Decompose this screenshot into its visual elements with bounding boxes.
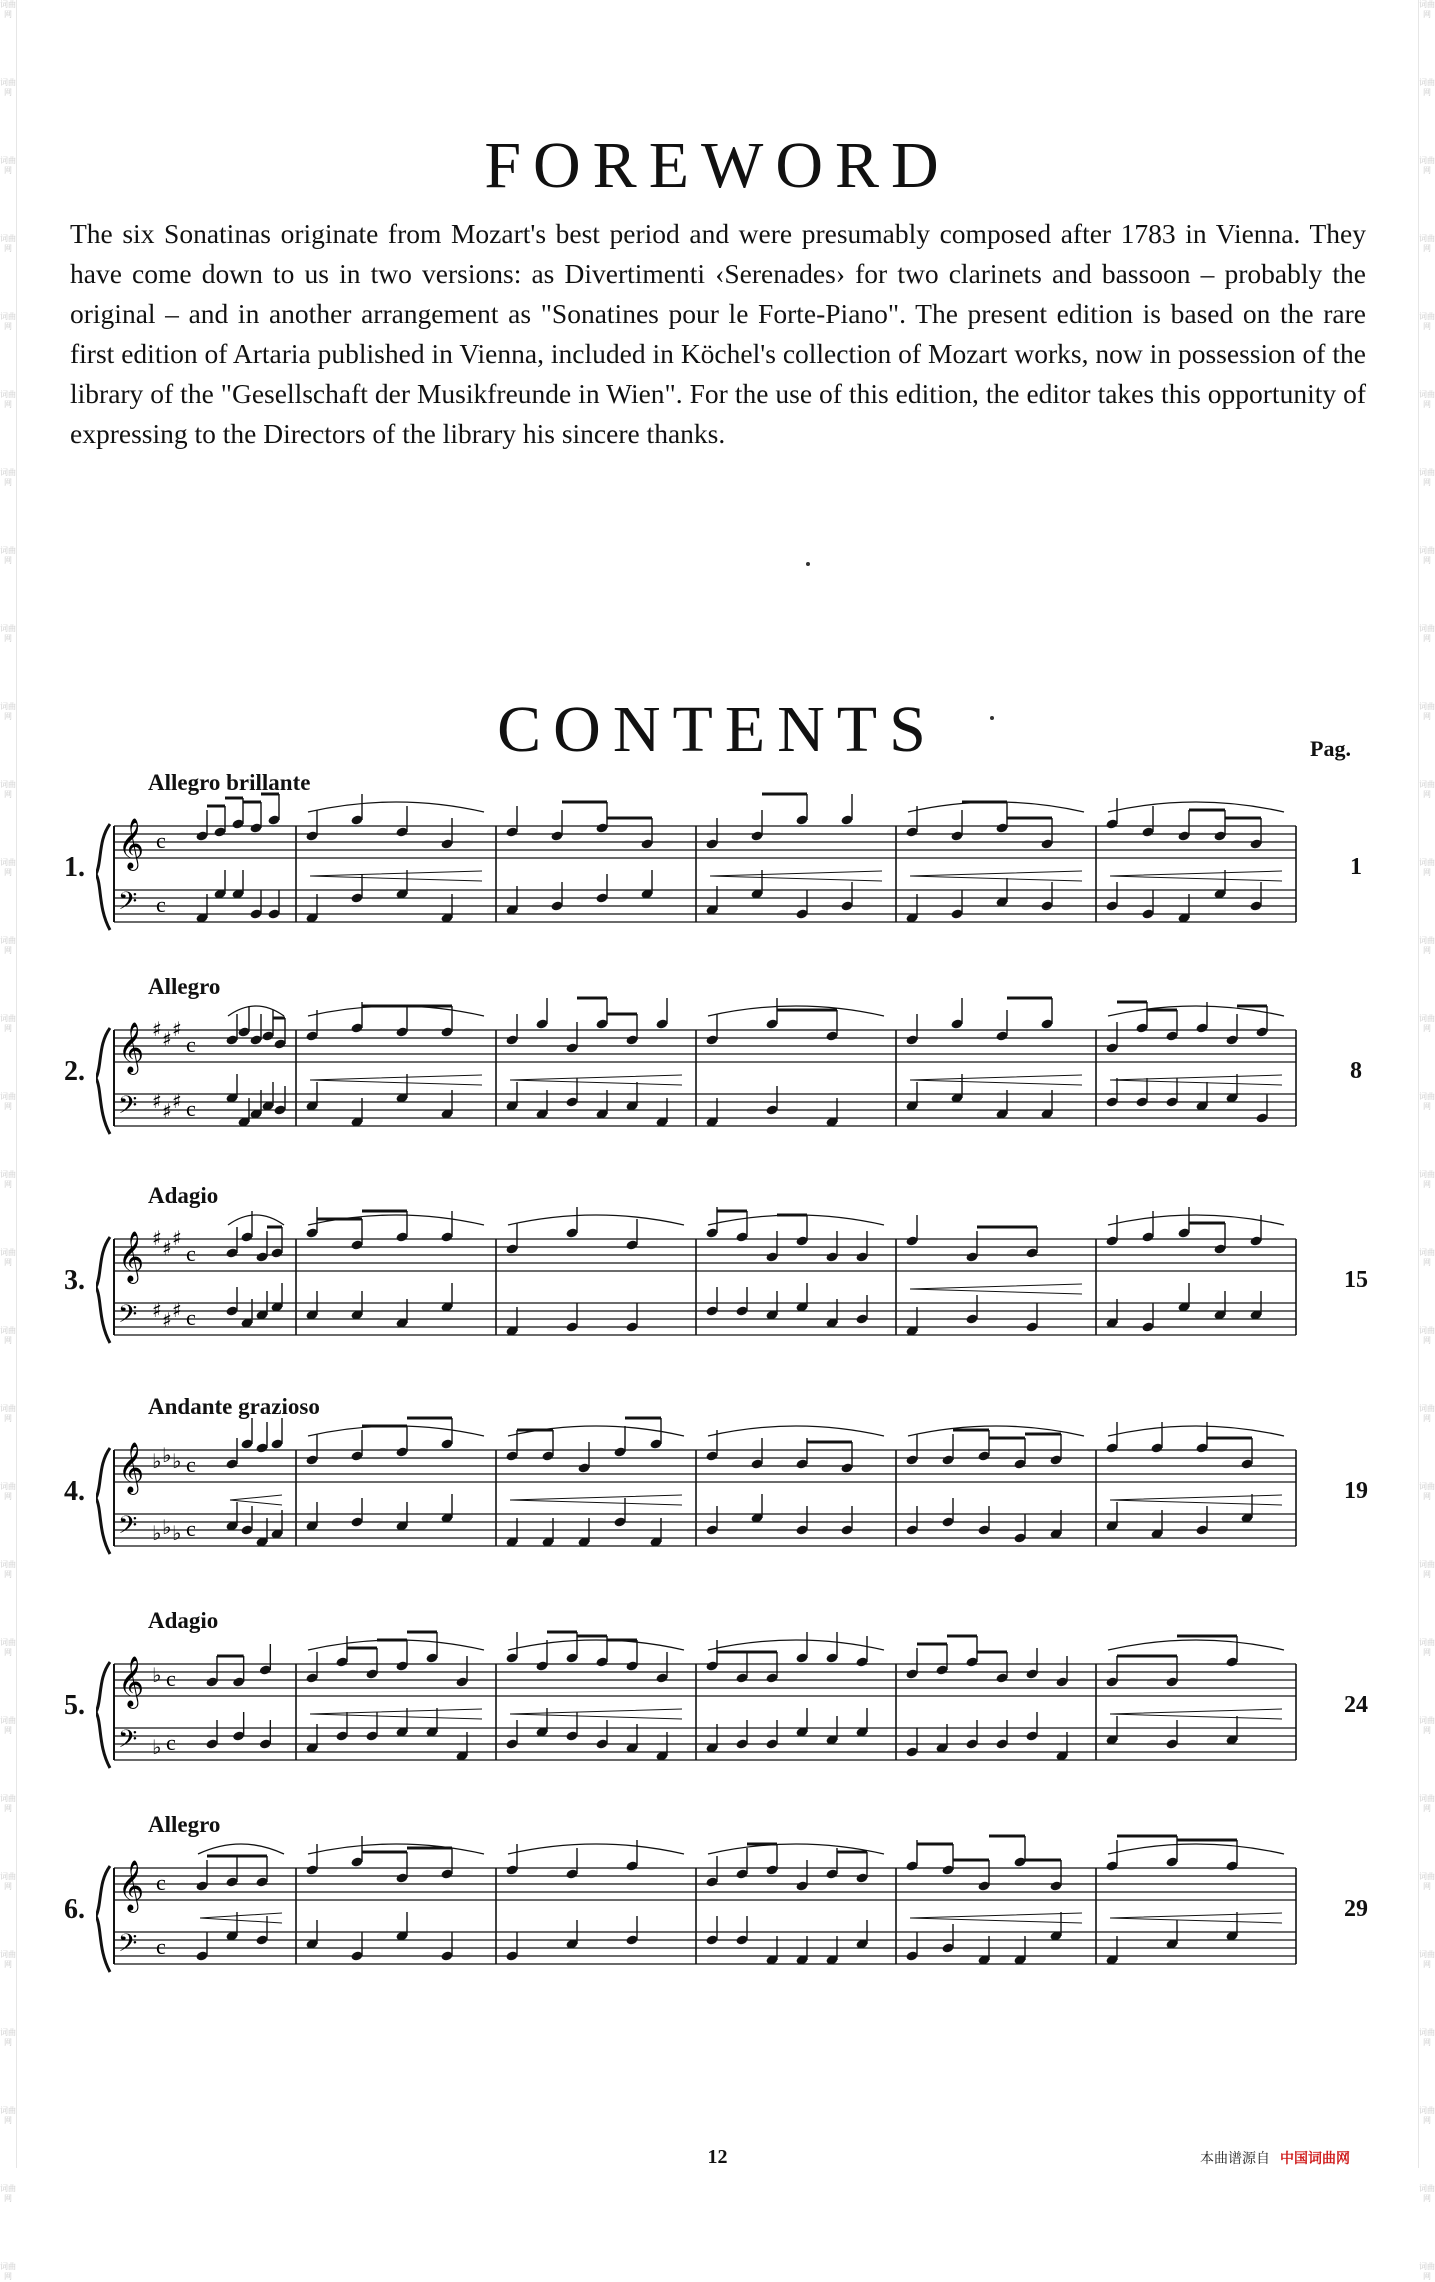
entry-number: 1.: [64, 852, 85, 883]
hairpin: [200, 1913, 282, 1923]
contents-entry: [0, 1812, 1435, 2012]
bass-clef: 𝄢: [118, 1091, 138, 1126]
key-signature-accidental: ♯: [152, 1089, 162, 1113]
key-signature-accidental: ♯: [172, 1089, 182, 1113]
slur: [508, 1844, 684, 1854]
hairpin: [910, 1284, 1082, 1294]
hairpin: [910, 871, 1082, 881]
foreword-paragraph: The six Sonatinas originate from Mozart's best period and were presumably composed after 1783 in Vienna. They have come down to us in two versions: as Divertimenti ‹Serenades› for two clarinets and bassoon – probably the original – and in another arrangement as "Sonatines pour le Forte-Piano". The present edition is based on the rare first edition of Artaria published in Vienna, included in Köchel's collection of Mozart works, now in possession of the library of the "Gesellschaft der Musikfreunde in Wien". For the use of this edition, the editor takes this opportunity of expressing to the Directors of the library his sincere thanks.: [70, 218, 1366, 449]
hairpin: [710, 871, 882, 881]
bass-clef: 𝄢: [118, 887, 138, 922]
hairpin: [510, 1075, 682, 1085]
key-signature-accidental: ♯: [172, 1298, 182, 1322]
bass-clef: 𝄢: [118, 1725, 138, 1760]
entry-tempo: Adagio: [148, 1608, 219, 1633]
hairpin: [1110, 871, 1282, 881]
treble-clef: 𝄞: [118, 1022, 145, 1073]
brace: [96, 824, 110, 930]
treble-clef: 𝄞: [118, 1231, 145, 1282]
entry-number: 2.: [64, 1056, 85, 1087]
foreword-title: FOREWORD: [484, 129, 951, 203]
page-column-label: Pag.: [1310, 736, 1351, 761]
hairpin: [310, 1075, 482, 1085]
key-signature-accidental: ♭: [152, 1735, 162, 1759]
entry-tempo: Allegro: [148, 974, 221, 999]
key-signature-accidental: ♯: [152, 1226, 162, 1250]
contents-entry: [0, 974, 1435, 1174]
slur: [508, 1426, 684, 1436]
entry-tempo: Andante grazioso: [148, 1394, 320, 1419]
key-signature-accidental: ♯: [152, 1017, 162, 1041]
music-incipit: [96, 790, 1310, 940]
entry-page: 29: [1344, 1896, 1368, 1922]
slur: [1108, 1640, 1284, 1650]
contents-title-period: [990, 716, 994, 720]
hairpin: [1110, 1495, 1282, 1505]
key-signature-accidental: ♯: [152, 1298, 162, 1322]
left-margin-strip: 词曲网 词曲网 词曲网 词曲网 词曲网 词曲网 词曲网 词曲网 词曲网 词曲网 词曲网 词曲网 词曲网 词曲网 词曲网 词曲网 词曲网 词曲网 词曲网 词曲网 词曲网 词曲网 词曲网 词曲网 词曲网 词曲网 词曲网 词曲网 词曲网 词曲网: [0, 0, 16, 2281]
contents-title: CONTENTS: [497, 693, 938, 767]
hairpin: [510, 1495, 682, 1505]
key-signature-accidental: ♭: [152, 1663, 162, 1687]
treble-clef: 𝄞: [118, 1860, 145, 1911]
key-signature-accidental: ♭: [162, 1443, 172, 1467]
hairpin: [510, 1709, 682, 1719]
key-signature-accidental: ♯: [172, 1226, 182, 1250]
time-signature: c: [166, 1666, 176, 1691]
brace: [96, 1866, 110, 1972]
treble-clef: 𝄞: [118, 1442, 145, 1493]
slur: [508, 1640, 684, 1650]
entry-tempo: Adagio: [148, 1183, 219, 1208]
hairpin: [1110, 1709, 1282, 1719]
contents-entry: [0, 1183, 1435, 1383]
entry-number: 4.: [64, 1476, 85, 1507]
key-signature-accidental: ♯: [162, 1308, 172, 1332]
entry-page: 19: [1344, 1478, 1368, 1504]
treble-clef: 𝄞: [118, 818, 145, 869]
music-incipit: [96, 1832, 1310, 1982]
hairpin: [1110, 1075, 1282, 1085]
ornament-dot: [806, 562, 810, 566]
time-signature: c: [186, 1305, 196, 1330]
contents-entry: [0, 1394, 1435, 1594]
slur: [508, 1215, 684, 1225]
bass-clef: 𝄢: [118, 1300, 138, 1335]
key-signature-accidental: ♯: [172, 1017, 182, 1041]
slur: [708, 1426, 884, 1436]
key-signature-accidental: ♯: [162, 1236, 172, 1260]
hairpin: [310, 1709, 482, 1719]
key-signature-accidental: ♭: [152, 1449, 162, 1473]
slur: [1108, 1844, 1284, 1854]
key-signature-accidental: ♭: [172, 1449, 182, 1473]
contents-entry: [0, 770, 1435, 970]
treble-clef: 𝄞: [118, 1656, 145, 1707]
brace: [96, 1237, 110, 1343]
watermark: [1200, 2148, 1350, 2168]
bass-clef: 𝄢: [118, 1929, 138, 1964]
time-signature: c: [156, 828, 166, 853]
music-incipit: [96, 1414, 1310, 1564]
music-incipit: [96, 1203, 1310, 1353]
brace: [96, 1028, 110, 1134]
entry-page: 15: [1344, 1267, 1368, 1293]
contents-entry: [0, 1608, 1435, 1808]
time-signature: c: [186, 1516, 196, 1541]
hairpin: [310, 871, 482, 881]
time-signature: c: [156, 892, 166, 917]
entry-tempo: Allegro: [148, 1812, 221, 1837]
music-incipit: [96, 994, 1310, 1144]
brace: [96, 1662, 110, 1768]
page-number: 12: [707, 2146, 728, 2168]
key-signature-accidental: ♭: [162, 1515, 172, 1539]
entry-number: 3.: [64, 1265, 85, 1296]
watermark-site: 中国词曲网: [1280, 2151, 1350, 2167]
slur: [198, 1844, 284, 1854]
slur: [308, 802, 484, 812]
key-signature-accidental: ♭: [152, 1521, 162, 1545]
time-signature: c: [156, 1870, 166, 1895]
slur: [1108, 1426, 1284, 1436]
entry-tempo: Allegro brillante: [148, 770, 311, 795]
hairpin: [1110, 1913, 1282, 1923]
entry-number: 5.: [64, 1690, 85, 1721]
time-signature: c: [186, 1096, 196, 1121]
right-margin-strip: 词曲网 词曲网 词曲网 词曲网 词曲网 词曲网 词曲网 词曲网 词曲网 词曲网 词曲网 词曲网 词曲网 词曲网 词曲网 词曲网 词曲网 词曲网 词曲网 词曲网 词曲网 词曲网 词曲网 词曲网 词曲网 词曲网 词曲网 词曲网 词曲网 词曲网: [1419, 0, 1435, 2281]
entry-page: 8: [1350, 1058, 1362, 1084]
entry-page: 1: [1350, 854, 1362, 880]
key-signature-accidental: ♯: [162, 1099, 172, 1123]
brace: [96, 1448, 110, 1554]
time-signature: c: [186, 1032, 196, 1057]
music-incipit: [96, 1628, 1310, 1778]
slur: [308, 1215, 484, 1225]
time-signature: c: [166, 1730, 176, 1755]
time-signature: c: [186, 1241, 196, 1266]
key-signature-accidental: ♭: [172, 1521, 182, 1545]
entry-page: 24: [1344, 1692, 1368, 1718]
bass-clef: 𝄢: [118, 1511, 138, 1546]
slur: [228, 1215, 284, 1225]
key-signature-accidental: ♯: [162, 1027, 172, 1051]
hairpin: [910, 1075, 1082, 1085]
entry-number: 6.: [64, 1894, 85, 1925]
slur: [708, 1640, 884, 1650]
hairpin: [230, 1495, 282, 1505]
time-signature: c: [186, 1452, 196, 1477]
hairpin: [910, 1913, 1082, 1923]
watermark-source: 本曲谱源自: [1200, 2151, 1270, 2167]
time-signature: c: [156, 1934, 166, 1959]
